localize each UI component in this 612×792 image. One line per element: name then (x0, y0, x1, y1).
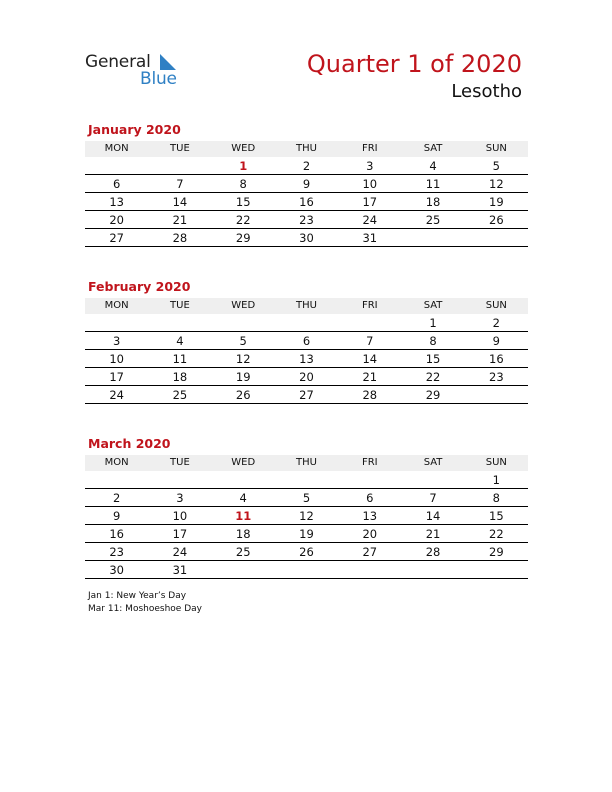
empty-day-cell (148, 314, 211, 331)
day-cell: 23 (299, 213, 314, 227)
day-cell: 14 (362, 352, 378, 366)
weekday-label: TUE (170, 300, 190, 311)
day-cell: 18 (172, 370, 188, 384)
day-cell: 6 (302, 334, 311, 348)
day-cell: 12 (235, 352, 251, 366)
day-cell: 1 (429, 316, 437, 330)
day-cell: 2 (112, 491, 121, 505)
day-cell: 10 (172, 509, 188, 523)
weekday-label: SAT (423, 143, 443, 154)
day-cell: 2 (302, 159, 311, 173)
weekday-header-row (85, 141, 528, 157)
empty-day-cell (148, 471, 211, 488)
day-cell: 18 (235, 527, 251, 541)
day-cell: 24 (172, 545, 188, 559)
day-cell: 28 (425, 545, 441, 559)
day-cell: 21 (172, 213, 188, 227)
weekday-header-row (85, 298, 528, 314)
empty-day-cell (338, 314, 401, 331)
day-cell: 24 (109, 388, 124, 402)
empty-day-cell (85, 157, 148, 174)
empty-day-cell (401, 471, 464, 488)
empty-day-cell (85, 471, 148, 488)
empty-day-cell (212, 561, 275, 578)
weekday-label: SUN (485, 143, 507, 154)
day-cell: 29 (425, 388, 441, 402)
empty-day-cell (275, 314, 338, 331)
week-row (85, 193, 528, 211)
month-grid (85, 141, 528, 247)
weekday-label: WED (231, 300, 256, 311)
day-cell: 1 (492, 473, 500, 487)
day-cell: 17 (172, 527, 188, 541)
day-cell: 14 (172, 195, 188, 209)
logo-word-general: General (85, 52, 151, 72)
day-cell: 30 (299, 231, 314, 245)
day-cell: 20 (109, 213, 124, 227)
day-cell: 31 (362, 231, 378, 245)
logo-flag-icon (160, 54, 176, 70)
weekday-label: THU (296, 300, 317, 311)
day-cell: 19 (489, 195, 504, 209)
day-cell: 4 (176, 334, 184, 348)
week-row (85, 175, 528, 193)
empty-day-cell (338, 561, 401, 578)
day-cell: 25 (172, 388, 188, 402)
week-row (85, 229, 528, 247)
weekday-label: TUE (170, 143, 190, 154)
day-cell: 11 (425, 177, 441, 191)
weekday-label: WED (231, 143, 256, 154)
day-cell: 13 (109, 195, 124, 209)
day-cell: 12 (299, 509, 314, 523)
weekday-label: SUN (485, 300, 507, 311)
day-cell: 2 (492, 316, 500, 330)
day-cell: 15 (425, 352, 441, 366)
day-cell: 5 (239, 334, 247, 348)
day-cell: 10 (362, 177, 378, 191)
day-cell: 9 (492, 334, 500, 348)
weekday-label: SAT (423, 457, 443, 468)
day-cell: 27 (362, 545, 378, 559)
day-cell: 28 (362, 388, 378, 402)
holiday-notes (88, 590, 202, 616)
week-row (85, 471, 528, 489)
day-cell: 18 (425, 195, 441, 209)
day-cell: 5 (492, 159, 500, 173)
day-cell: 13 (362, 509, 378, 523)
day-cell: 24 (362, 213, 378, 227)
day-cell: 7 (429, 491, 437, 505)
empty-day-cell (465, 229, 528, 246)
week-row (85, 157, 528, 175)
day-cell: 27 (109, 231, 124, 245)
day-cell: 3 (366, 159, 374, 173)
day-cell: 3 (176, 491, 184, 505)
page-title: Quarter 1 of 2020 (306, 50, 522, 78)
day-cell: 29 (235, 231, 251, 245)
day-cell: 19 (299, 527, 314, 541)
empty-day-cell (401, 229, 464, 246)
day-cell: 7 (366, 334, 374, 348)
weekday-label: MON (104, 300, 129, 311)
weekday-label: MON (104, 457, 129, 468)
weekday-label: MON (104, 143, 129, 154)
week-row (85, 350, 528, 368)
week-row (85, 332, 528, 350)
day-cell: 11 (172, 352, 188, 366)
holiday-note: Mar 11: Moshoeshoe Day (88, 604, 202, 614)
weekday-label: WED (231, 457, 256, 468)
week-row (85, 507, 528, 525)
weekday-label: TUE (170, 457, 190, 468)
day-cell: 17 (109, 370, 124, 384)
month-calendar (85, 279, 528, 404)
empty-day-cell (465, 386, 528, 403)
day-cell: 5 (302, 491, 311, 505)
weekday-label: FRI (361, 143, 378, 154)
day-cell: 30 (109, 563, 124, 577)
month-calendar (85, 436, 528, 579)
weekday-header-row (85, 455, 528, 471)
week-row (85, 368, 528, 386)
empty-day-cell (465, 561, 528, 578)
weekday-label: THU (296, 143, 317, 154)
day-cell: 19 (235, 370, 251, 384)
day-cell: 16 (109, 527, 124, 541)
day-cell: 22 (489, 527, 504, 541)
week-row (85, 561, 528, 579)
day-cell: 16 (299, 195, 314, 209)
weekday-label: FRI (361, 457, 378, 468)
day-cell: 21 (425, 527, 441, 541)
day-cell: 8 (492, 491, 500, 505)
weekday-label: SUN (485, 457, 507, 468)
empty-day-cell (275, 561, 338, 578)
day-cell: 10 (109, 352, 124, 366)
week-row (85, 211, 528, 229)
empty-day-cell (275, 471, 338, 488)
day-cell: 11 (235, 509, 252, 523)
week-row (85, 386, 528, 404)
day-cell: 15 (235, 195, 251, 209)
empty-day-cell (85, 314, 148, 331)
day-cell: 25 (425, 213, 441, 227)
week-row (85, 525, 528, 543)
day-cell: 13 (299, 352, 314, 366)
empty-day-cell (212, 471, 275, 488)
day-cell: 20 (299, 370, 314, 384)
day-cell: 9 (112, 509, 121, 523)
day-cell: 15 (489, 509, 504, 523)
day-cell: 31 (172, 563, 188, 577)
day-cell: 29 (489, 545, 504, 559)
day-cell: 12 (489, 177, 504, 191)
day-cell: 28 (172, 231, 188, 245)
empty-day-cell (212, 314, 275, 331)
day-cell: 26 (489, 213, 504, 227)
day-cell: 3 (112, 334, 121, 348)
week-row (85, 314, 528, 332)
day-cell: 26 (299, 545, 314, 559)
empty-day-cell (338, 471, 401, 488)
day-cell: 8 (429, 334, 437, 348)
month-calendar (85, 122, 528, 247)
empty-day-cell (401, 561, 464, 578)
day-cell: 1 (239, 159, 248, 173)
empty-day-cell (148, 157, 211, 174)
month-grid (85, 455, 528, 579)
day-cell: 27 (299, 388, 314, 402)
week-row (85, 489, 528, 507)
month-grid (85, 298, 528, 404)
day-cell: 4 (429, 159, 437, 173)
month-title: January 2020 (88, 122, 181, 137)
day-cell: 14 (425, 509, 441, 523)
logo-word-blue: Blue (140, 69, 177, 89)
general-blue-logo (85, 52, 195, 92)
holiday-note: Jan 1: New Year’s Day (88, 591, 187, 601)
day-cell: 16 (489, 352, 504, 366)
month-title: February 2020 (88, 279, 191, 294)
day-cell: 17 (362, 195, 378, 209)
day-cell: 22 (425, 370, 441, 384)
day-cell: 4 (239, 491, 247, 505)
day-cell: 25 (235, 545, 251, 559)
day-cell: 20 (362, 527, 378, 541)
week-row (85, 543, 528, 561)
weekday-label: THU (296, 457, 317, 468)
day-cell: 8 (239, 177, 247, 191)
day-cell: 26 (235, 388, 251, 402)
month-title: March 2020 (88, 436, 171, 451)
day-cell: 9 (302, 177, 311, 191)
day-cell: 23 (489, 370, 504, 384)
day-cell: 23 (109, 545, 124, 559)
weekday-label: FRI (361, 300, 378, 311)
country-name: Lesotho (451, 81, 522, 102)
day-cell: 7 (176, 177, 184, 191)
day-cell: 21 (362, 370, 378, 384)
weekday-label: SAT (423, 300, 443, 311)
day-cell: 6 (112, 177, 121, 191)
day-cell: 22 (235, 213, 251, 227)
day-cell: 6 (366, 491, 374, 505)
